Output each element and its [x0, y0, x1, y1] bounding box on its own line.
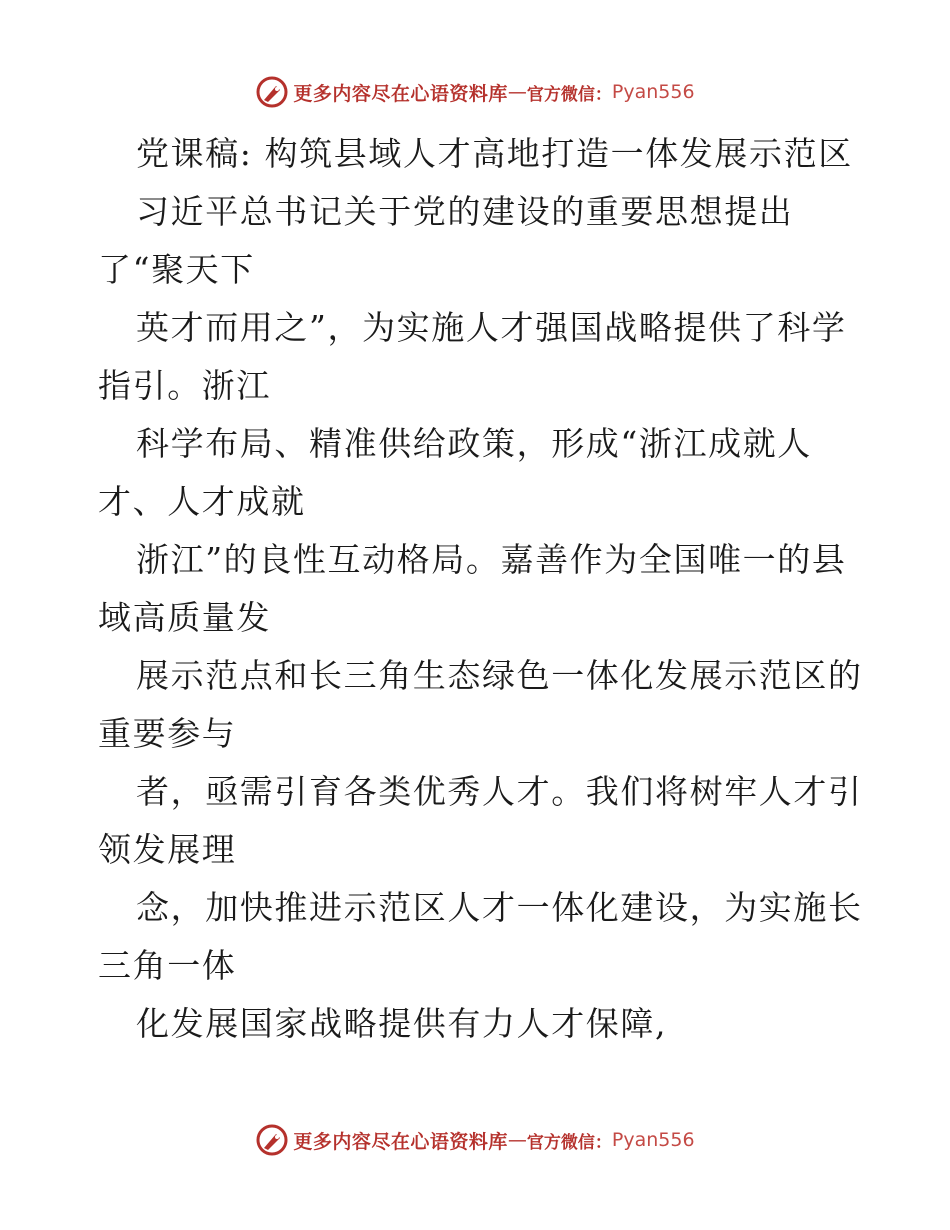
paragraph-line: 者，亟需引育各类优秀人才。我们将树牢人才引 [136, 772, 863, 811]
paragraph-line: 浙江”的良性互动格局。嘉善作为全国唯一的县 [136, 540, 847, 579]
paragraph-line: 科学布局、精准供给政策，形成“浙江成就人 [136, 424, 812, 463]
watermark-wechat-label: 官方微信： [526, 84, 612, 105]
watermark-banner-bottom [0, 1120, 950, 1160]
watermark-banner-top [0, 72, 950, 112]
pen-nib-icon [255, 1123, 289, 1157]
document-title: 党课稿: 构筑县域人才高地打造一体发展示范区 [136, 134, 853, 173]
watermark-text: 更多内容尽在心语资料库 [293, 1130, 508, 1153]
watermark-text: 更多内容尽在心语资料库 [293, 82, 508, 105]
paragraph-line: 习近平总书记关于党的建设的重要思想提出 [136, 192, 794, 231]
paragraph-line: 展示范点和长三角生态绿色一体化发展示范区的 [136, 656, 863, 695]
paragraph-line: 了“聚天下 [98, 250, 255, 289]
paragraph-line: 指引。浙江 [98, 366, 271, 405]
watermark-dash: — [507, 81, 527, 103]
watermark-dash: — [507, 1129, 527, 1151]
paragraph-line: 才、人才成就 [98, 482, 306, 521]
paragraph-line: 三角一体 [98, 946, 237, 985]
paragraph-line: 念，加快推进示范区人才一体化建设，为实施长 [136, 888, 863, 927]
paragraph-line: 化发展国家战略提供有力人才保障, [136, 1004, 668, 1043]
watermark-wechat-label: 官方微信： [526, 1132, 612, 1153]
watermark-wechat-id: Pyan556 [611, 81, 695, 103]
paragraph-line: 重要参与 [98, 714, 237, 753]
paragraph-line: 领发展理 [98, 830, 237, 869]
paragraph-line: 英才而用之”，为实施人才强国战略提供了科学 [136, 308, 847, 347]
paragraph-line: 域高质量发 [98, 598, 271, 637]
pen-nib-icon [255, 75, 289, 109]
watermark-wechat-id: Pyan556 [611, 1129, 695, 1151]
